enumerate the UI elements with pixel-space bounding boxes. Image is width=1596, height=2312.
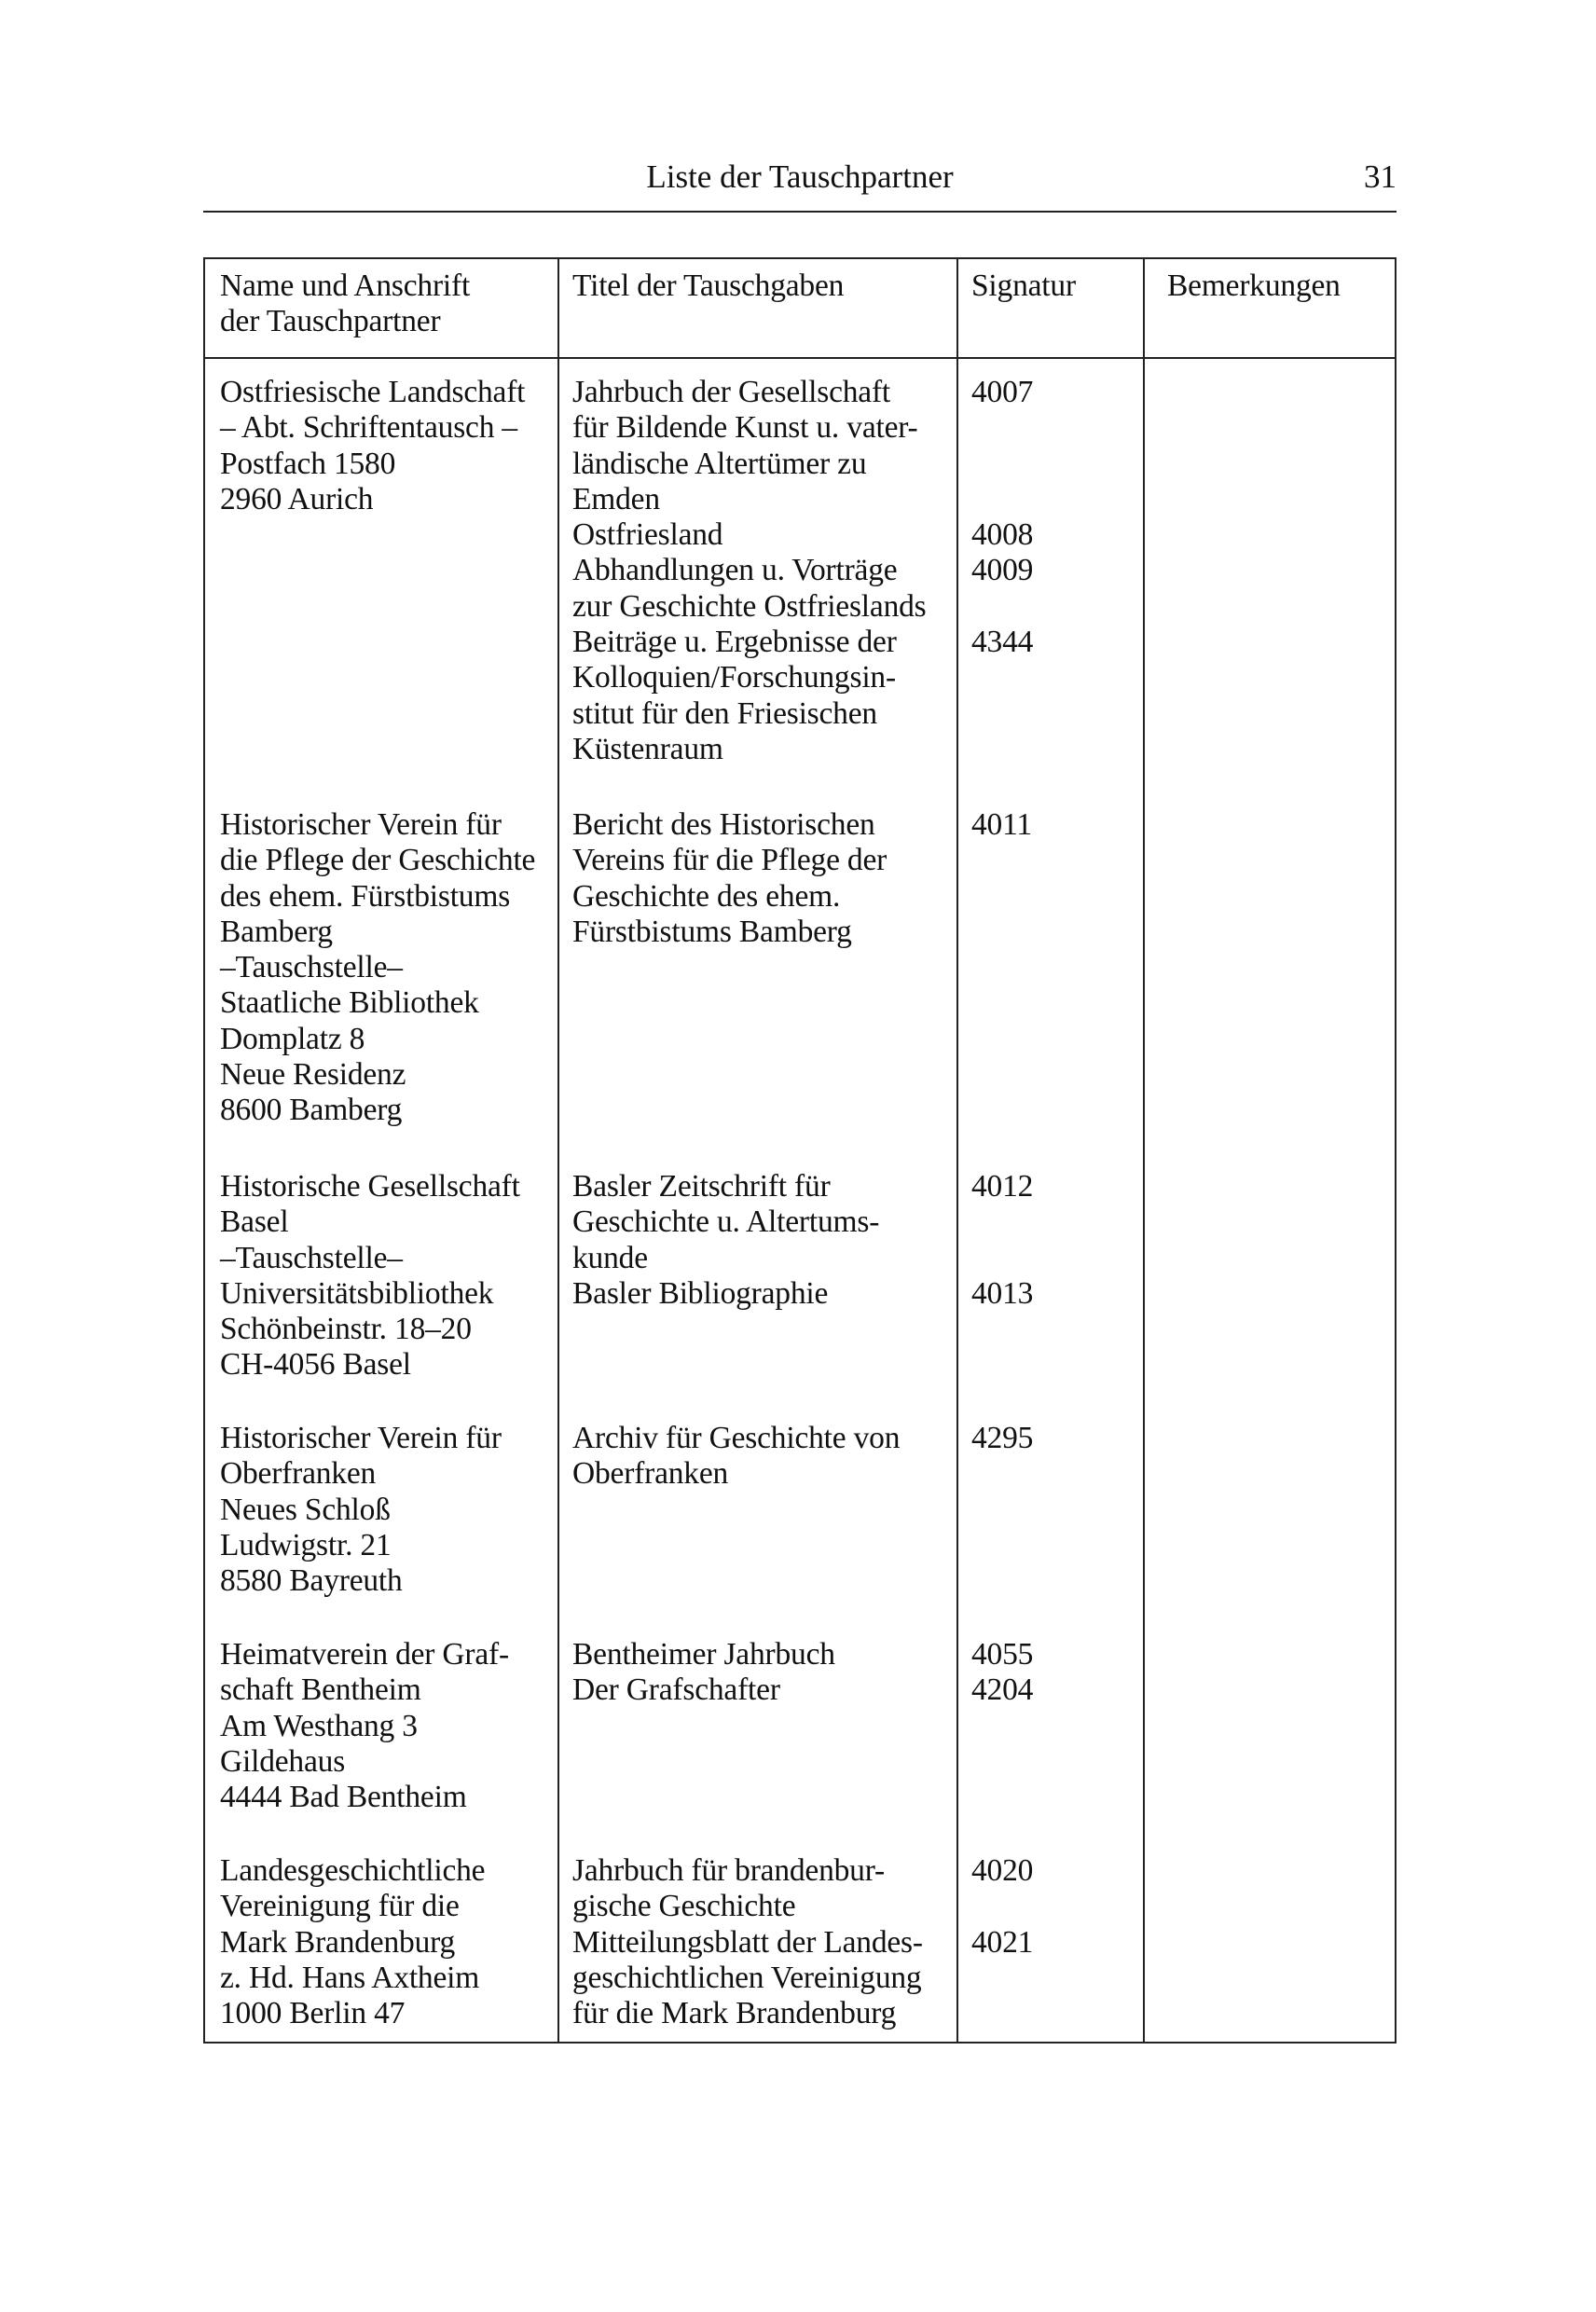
- column-header-remarks: Bemerkungen: [1167, 268, 1341, 303]
- exchange-titles: Bentheimer Jahrbuch Der Grafschafter: [572, 1637, 835, 1708]
- partner-address: Historischer Verein für Oberfranken Neues Schloß Ludwigstr. 21 8580 Bayreuth: [220, 1421, 502, 1599]
- header-rule: [203, 211, 1396, 213]
- exchange-titles: Basler Zeitschrift für Geschichte u. Altertums- kunde Basler Bibliographie: [572, 1169, 880, 1311]
- column-header-partner: Name und Anschrift der Tauschpartner: [220, 268, 471, 339]
- exchange-titles: Bericht des Historischen Vereins für die Pflege der Geschichte des ehem. Fürstbistums Bamberg: [572, 807, 887, 949]
- partner-address: Ostfriesische Landschaft – Abt. Schriftentausch – Postfach 1580 2960 Aurich: [220, 375, 526, 516]
- signatur: 4007 4008 4009 4344: [971, 375, 1034, 660]
- page-number: 31: [1364, 158, 1396, 195]
- column-header-signatur: Signatur: [971, 268, 1076, 303]
- running-title: Liste der Tauschpartner: [646, 158, 954, 195]
- partner-address: Heimatverein der Graf- schaft Bentheim Am Westhang 3 Gildehaus 4444 Bad Bentheim: [220, 1637, 509, 1815]
- column-header-titles: Titel der Tauschgaben: [572, 268, 845, 303]
- exchange-partner-table: [203, 257, 1396, 2044]
- header-divider: [205, 357, 1395, 359]
- column-divider: [956, 259, 958, 2042]
- partner-address: Historischer Verein für die Pflege der Geschichte des ehem. Fürstbistums Bamberg –Tauschstelle– Staatliche Bibliothek Domplatz 8 Neue Residenz 8600 Bamberg: [220, 807, 536, 1128]
- exchange-titles: Jahrbuch für brandenbur- gische Geschichte Mitteilungsblatt der Landes- geschichtlichen Vereinigung für die Mark Brandenburg: [572, 1853, 923, 2031]
- partner-address: Historische Gesellschaft Basel –Tauschstelle– Universitätsbibliothek Schönbeinstr. 18–20 CH-4056 Basel: [220, 1169, 520, 1383]
- exchange-titles: Archiv für Geschichte von Oberfranken: [572, 1421, 901, 1492]
- exchange-titles: Jahrbuch der Gesellschaft für Bildende Kunst u. vater- ländische Altertümer zu Emden Ostfriesland Abhandlungen u. Vorträge zur Geschichte Ostfrieslands Beiträge u. Ergebnisse der Kolloquien/Forschungsin- stitut für den Friesischen Küstenraum: [572, 375, 927, 766]
- signatur: 4011: [971, 807, 1032, 842]
- partner-address: Landesgeschichtliche Vereinigung für die Mark Brandenburg z. Hd. Hans Axtheim 1000 Berlin 47: [220, 1853, 486, 2031]
- column-divider: [1143, 259, 1145, 2042]
- signatur: 4012 4013: [971, 1169, 1034, 1311]
- signatur: 4055 4204: [971, 1637, 1034, 1708]
- column-divider: [557, 259, 559, 2042]
- signatur: 4295: [971, 1421, 1034, 1455]
- signatur: 4020 4021: [971, 1853, 1034, 1960]
